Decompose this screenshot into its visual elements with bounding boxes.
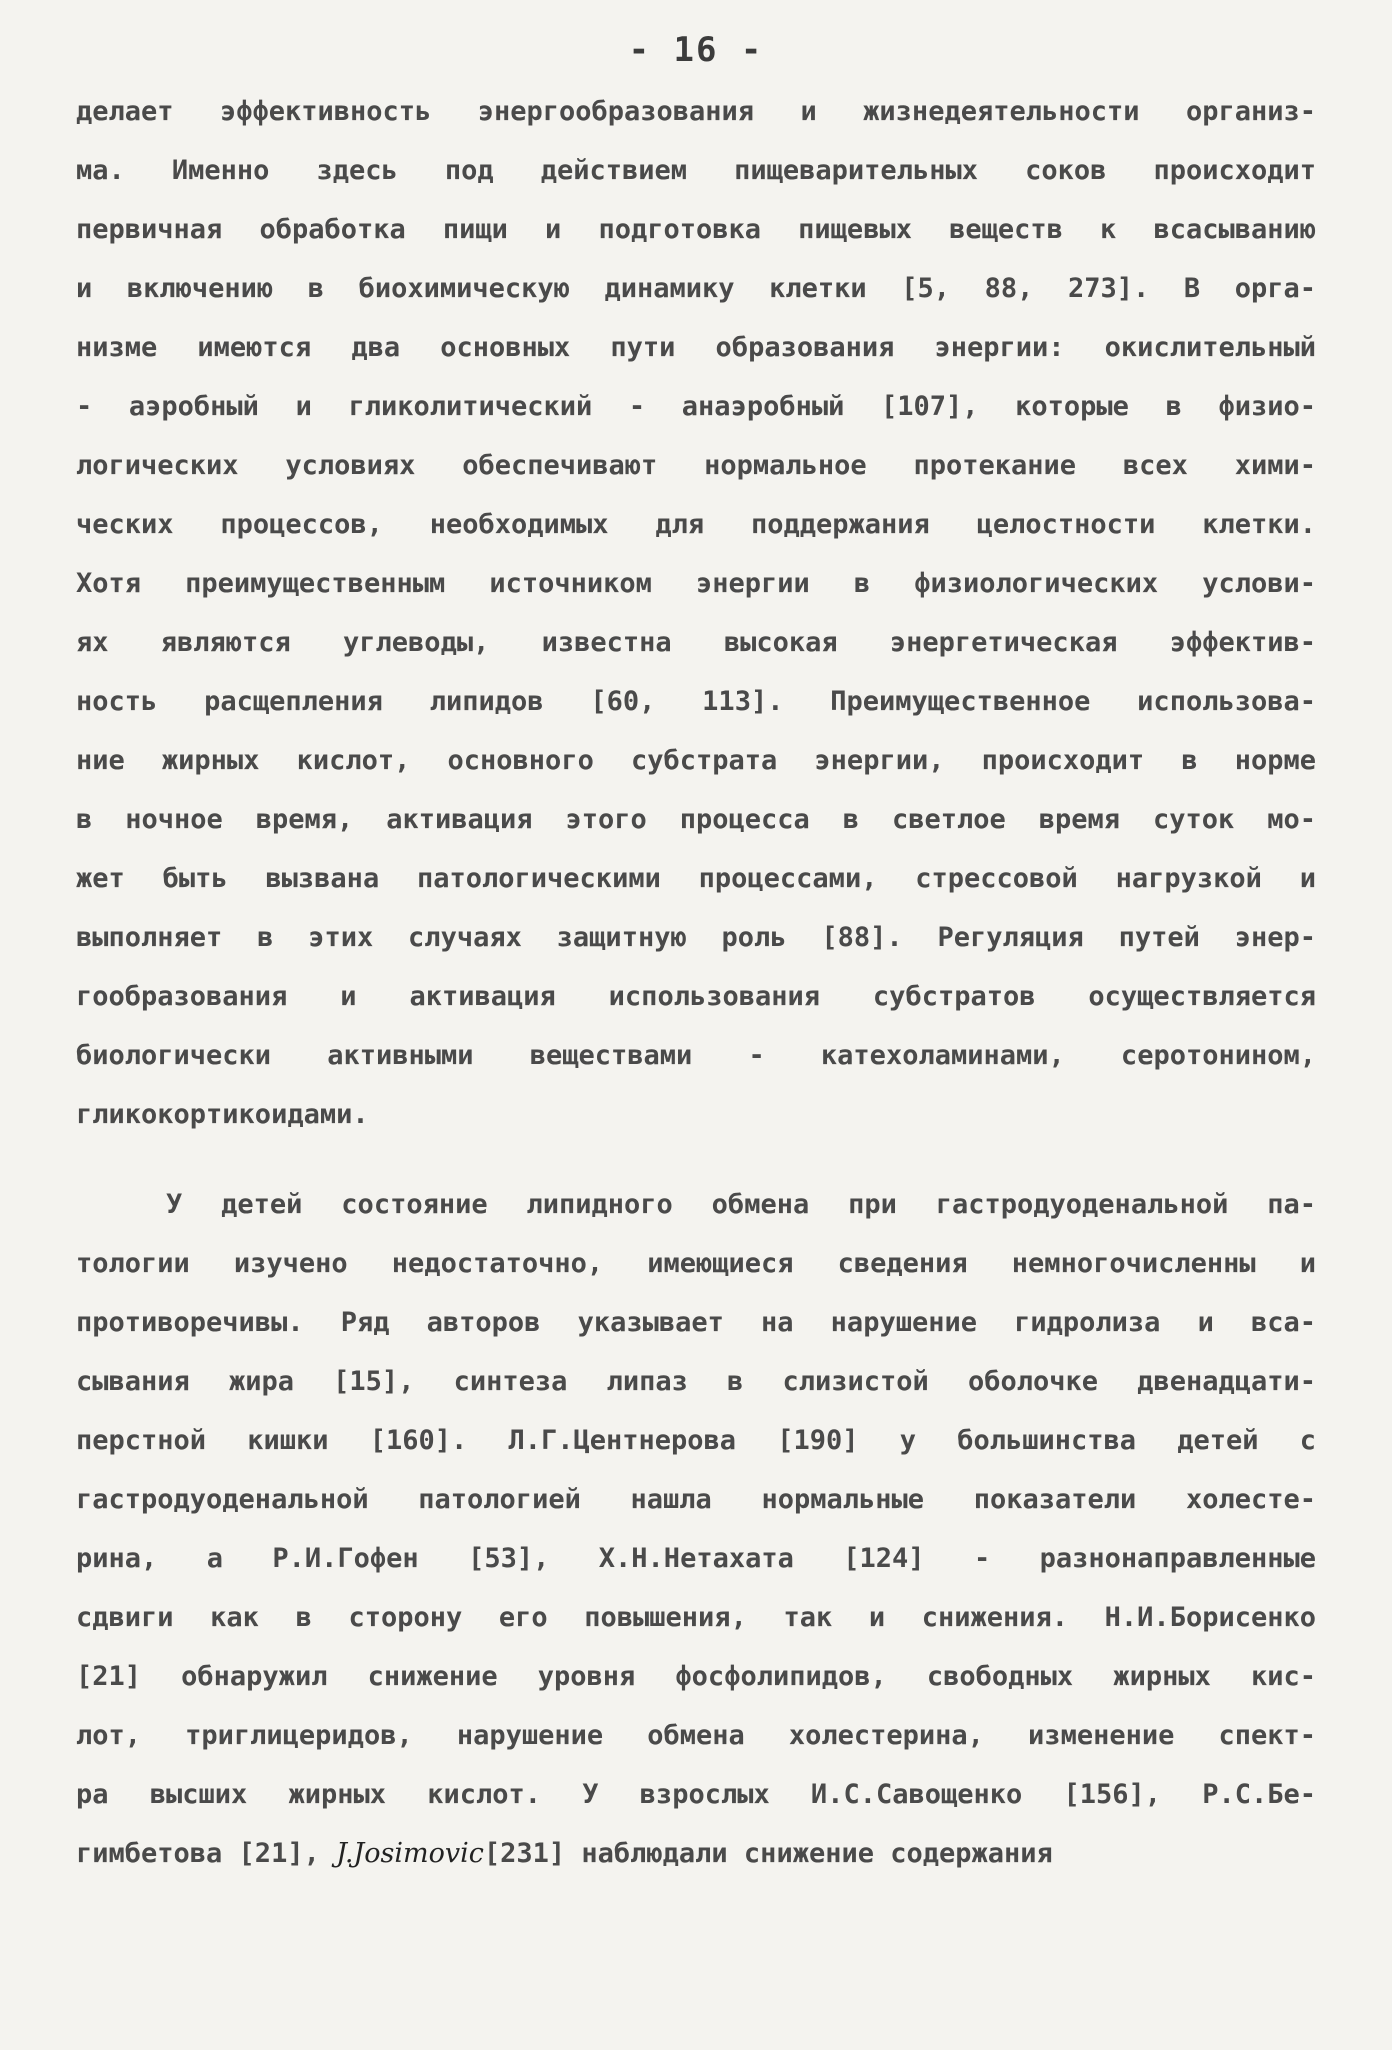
text-line: ческих процессов, необходимых для поддержания целостности клетки. xyxy=(76,509,1316,540)
text-line: делает эффективность энергообразования и жизнедеятельности организ- xyxy=(76,96,1316,127)
text-line: жет быть вызвана патологическими процессами, стрессовой нагрузкой и xyxy=(76,863,1316,894)
text-line: выполняет в этих случаях защитную роль [88]. Регуляция путей энер- xyxy=(76,922,1316,953)
text-line: Хотя преимущественным источником энергии в физиологических услови- xyxy=(76,568,1316,599)
text-line: У детей состояние липидного обмена при гастродуоденальной па- xyxy=(166,1189,1316,1220)
text-line: первичная обработка пищи и подготовка пищевых веществ к всасыванию xyxy=(76,214,1316,245)
text-line: ра высших жирных кислот. У взрослых И.С.Савощенко [156], Р.С.Бе- xyxy=(76,1779,1316,1810)
handwritten-author-name: J.Josimovic xyxy=(336,1838,484,1869)
text-line: - аэробный и гликолитический - анаэробный [107], которые в физио- xyxy=(76,391,1316,422)
text-line: ях являются углеводы, известна высокая энергетическая эффектив- xyxy=(76,627,1316,658)
text-line: гообразования и активация использования субстратов осуществляется xyxy=(76,981,1316,1012)
text-line: [21] обнаружил снижение уровня фосфолипидов, свободных жирных кис- xyxy=(76,1661,1316,1692)
text-fragment: [231] наблюдали снижение содержания xyxy=(483,1838,1053,1869)
text-line: противоречивы. Ряд авторов указывает на нарушение гидролиза и вса- xyxy=(76,1307,1316,1338)
text-line: ние жирных кислот, основного субстрата энергии, происходит в норме xyxy=(76,745,1316,776)
text-line: и включению в биохимическую динамику клетки [5, 88, 273]. В орга- xyxy=(76,273,1316,304)
text-fragment: гимбетова [21], xyxy=(76,1838,337,1869)
text-line: рина, а Р.И.Гофен [53], Х.Н.Нетахата [124] - разнонаправленные xyxy=(76,1543,1316,1574)
text-line: ма. Именно здесь под действием пищеварительных соков происходит xyxy=(76,155,1316,186)
text-line: низме имеются два основных пути образования энергии: окислительный xyxy=(76,332,1316,363)
text-line: гликокортикоидами. xyxy=(76,1099,369,1130)
text-line: в ночное время, активация этого процесса в светлое время суток мо- xyxy=(76,804,1316,835)
text-line: лот, триглицеридов, нарушение обмена холестерина, изменение спект- xyxy=(76,1720,1316,1751)
text-line: тологии изучено недостаточно, имеющиеся сведения немногочисленны и xyxy=(76,1248,1316,1279)
text-line: перстной кишки [160]. Л.Г.Центнерова [190] у большинства детей с xyxy=(76,1425,1316,1456)
text-line: биологически активными веществами - катехоламинами, серотонином, xyxy=(76,1040,1316,1071)
text-line: сдвиги как в сторону его повышения, так и снижения. Н.И.Борисенко xyxy=(76,1602,1316,1633)
paragraph-2 xyxy=(76,1175,1316,1883)
page-number: - 16 - xyxy=(628,30,764,70)
text-line-last xyxy=(76,1824,1316,1883)
text-line: ность расщепления липидов [60, 113]. Преимущественное использова- xyxy=(76,686,1316,717)
text-line: сывания жира [15], синтеза липаз в слизистой оболочке двенадцати- xyxy=(76,1366,1316,1397)
paragraph-1 xyxy=(76,82,1316,1144)
text-line: гастродуоденальной патологией нашла нормальные показатели холесте- xyxy=(76,1484,1316,1515)
text-line: логических условиях обеспечивают нормальное протекание всех хими- xyxy=(76,450,1316,481)
